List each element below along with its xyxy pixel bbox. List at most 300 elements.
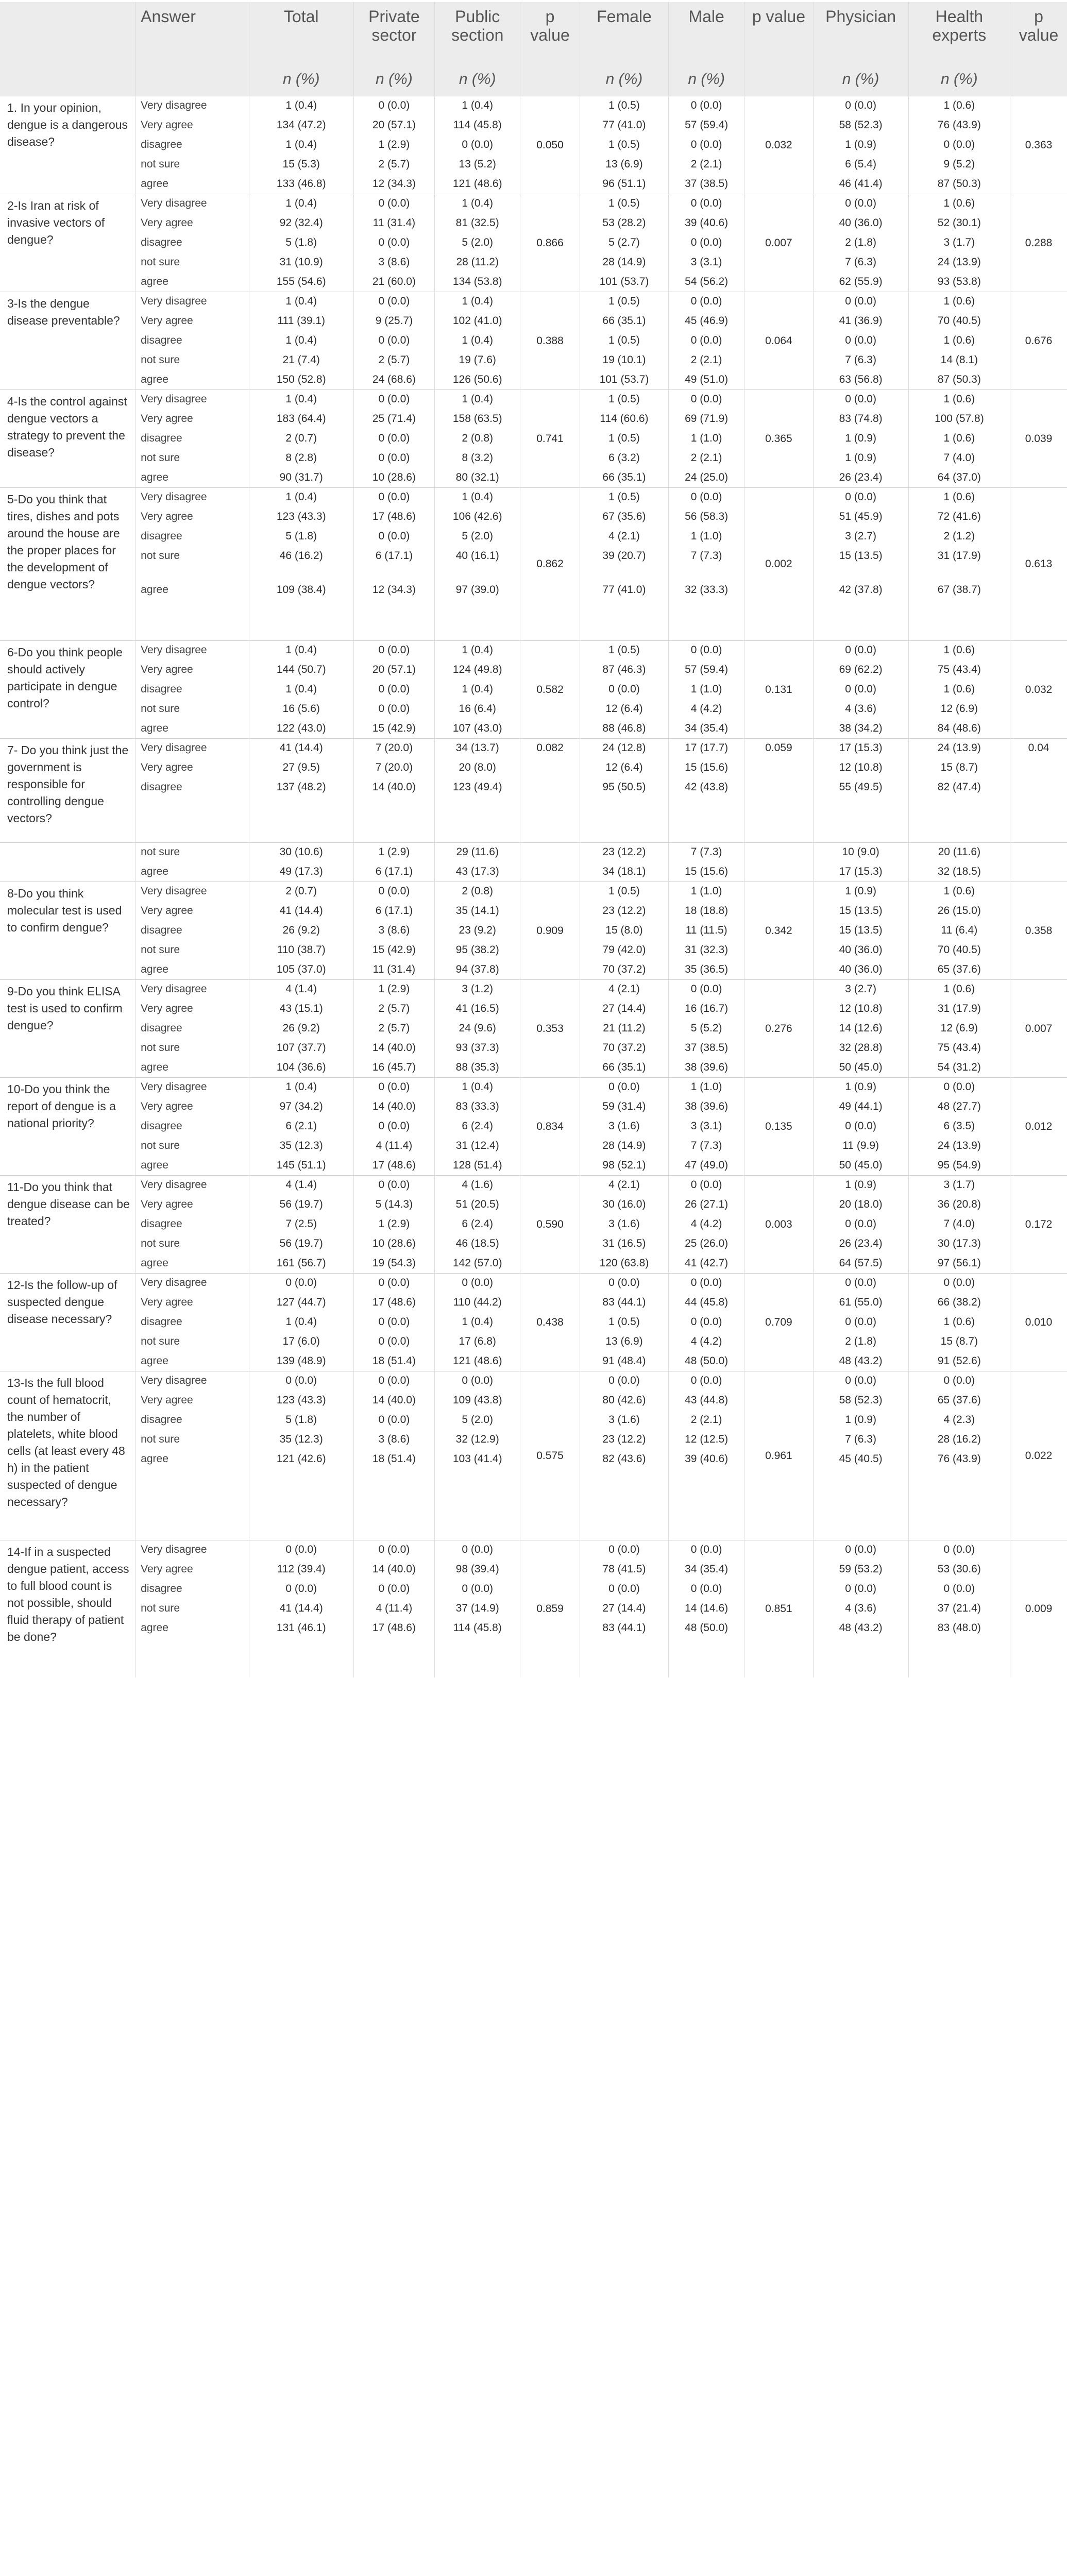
units-public: n (%) xyxy=(435,63,520,96)
cell-physician: 6 (5.4) xyxy=(813,155,908,175)
table-body xyxy=(0,96,1067,1677)
answer-label: Very agree xyxy=(136,999,249,1019)
cell-physician: 1 (0.9) xyxy=(813,1411,908,1430)
cell-public-section: 123 (49.4) xyxy=(435,778,520,843)
p-value-gender: 0.709 xyxy=(744,1274,813,1371)
cell-physician: 0 (0.0) xyxy=(813,1580,908,1599)
cell-female: 23 (12.2) xyxy=(580,843,668,862)
cell-total: 41 (14.4) xyxy=(249,739,353,758)
cell-total: 56 (19.7) xyxy=(249,1234,353,1254)
cell-public-section: 51 (20.5) xyxy=(435,1195,520,1215)
units-total: n (%) xyxy=(249,63,353,96)
p-value-profession-continued xyxy=(1010,843,1067,882)
cell-female: 0 (0.0) xyxy=(580,1540,668,1560)
cell-total: 134 (47.2) xyxy=(249,116,353,135)
cell-private-sector: 15 (42.9) xyxy=(353,719,435,739)
cell-total: 35 (12.3) xyxy=(249,1137,353,1156)
table-row xyxy=(0,1078,1067,1097)
cell-private-sector: 0 (0.0) xyxy=(353,527,435,547)
cell-female: 15 (8.0) xyxy=(580,921,668,941)
cell-total: 1 (0.4) xyxy=(249,488,353,507)
cell-male: 1 (1.0) xyxy=(669,680,744,700)
cell-female: 12 (6.4) xyxy=(580,700,668,719)
cell-health-experts: 7 (4.0) xyxy=(908,449,1010,468)
cell-male: 34 (35.4) xyxy=(669,719,744,739)
cell-health-experts: 1 (0.6) xyxy=(908,429,1010,449)
cell-health-experts: 0 (0.0) xyxy=(908,1580,1010,1599)
cell-male: 38 (39.6) xyxy=(669,1097,744,1117)
cell-total: 26 (9.2) xyxy=(249,921,353,941)
cell-health-experts: 1 (0.6) xyxy=(908,488,1010,507)
cell-public-section: 80 (32.1) xyxy=(435,468,520,488)
cell-public-section: 1 (0.4) xyxy=(435,96,520,116)
cell-private-sector: 0 (0.0) xyxy=(353,488,435,507)
cell-public-section: 16 (6.4) xyxy=(435,700,520,719)
answer-label: Very disagree xyxy=(136,1371,249,1391)
p-value-profession: 0.288 xyxy=(1010,194,1067,292)
cell-physician: 0 (0.0) xyxy=(813,1540,908,1560)
cell-total: 1 (0.4) xyxy=(249,680,353,700)
cell-private-sector: 2 (5.7) xyxy=(353,999,435,1019)
cell-male: 1 (1.0) xyxy=(669,527,744,547)
header-female: Female xyxy=(580,2,668,63)
answer-label: disagree xyxy=(136,135,249,155)
cell-female: 23 (12.2) xyxy=(580,902,668,921)
cell-female: 66 (35.1) xyxy=(580,468,668,488)
p-value-sector: 0.834 xyxy=(520,1078,580,1176)
cell-female: 27 (14.4) xyxy=(580,999,668,1019)
cell-total: 43 (15.1) xyxy=(249,999,353,1019)
cell-private-sector: 0 (0.0) xyxy=(353,429,435,449)
cell-total: 109 (38.4) xyxy=(249,581,353,641)
cell-male: 0 (0.0) xyxy=(669,1371,744,1391)
cell-female: 3 (1.6) xyxy=(580,1117,668,1137)
cell-private-sector: 1 (2.9) xyxy=(353,135,435,155)
question-text-continued xyxy=(0,843,136,882)
answer-label: Very agree xyxy=(136,660,249,680)
cell-public-section: 98 (39.4) xyxy=(435,1560,520,1580)
cell-physician: 0 (0.0) xyxy=(813,292,908,312)
cell-private-sector: 2 (5.7) xyxy=(353,1019,435,1039)
p-value-sector: 0.353 xyxy=(520,980,580,1078)
units-blank xyxy=(520,63,580,96)
cell-male: 31 (32.3) xyxy=(669,941,744,960)
cell-health-experts: 83 (48.0) xyxy=(908,1619,1010,1677)
table-row xyxy=(0,194,1067,214)
cell-private-sector: 21 (60.0) xyxy=(353,273,435,292)
cell-total: 0 (0.0) xyxy=(249,1580,353,1599)
cell-female: 59 (31.4) xyxy=(580,1097,668,1117)
cell-public-section: 158 (63.5) xyxy=(435,410,520,429)
cell-public-section: 121 (48.6) xyxy=(435,1352,520,1371)
table-row xyxy=(0,980,1067,999)
cell-male: 4 (4.2) xyxy=(669,1332,744,1352)
cell-female: 70 (37.2) xyxy=(580,960,668,980)
cell-female: 1 (0.5) xyxy=(580,882,668,902)
cell-total: 0 (0.0) xyxy=(249,1274,353,1293)
cell-private-sector: 4 (11.4) xyxy=(353,1137,435,1156)
cell-private-sector: 12 (34.3) xyxy=(353,175,435,194)
answer-label: Very disagree xyxy=(136,1176,249,1195)
cell-total: 46 (16.2) xyxy=(249,547,353,581)
cell-male: 57 (59.4) xyxy=(669,660,744,680)
cell-total: 31 (10.9) xyxy=(249,253,353,273)
cell-private-sector: 14 (40.0) xyxy=(353,1391,435,1411)
answer-label: Very disagree xyxy=(136,292,249,312)
cell-male: 0 (0.0) xyxy=(669,233,744,253)
cell-total: 49 (17.3) xyxy=(249,862,353,882)
cell-physician: 38 (34.2) xyxy=(813,719,908,739)
answer-label: agree xyxy=(136,960,249,980)
p-value-gender-continued xyxy=(744,843,813,882)
cell-physician: 50 (45.0) xyxy=(813,1058,908,1078)
cell-male: 12 (12.5) xyxy=(669,1430,744,1450)
cell-male: 15 (15.6) xyxy=(669,862,744,882)
question-text: 1. In your opinion, dengue is a dangerous disease? xyxy=(0,96,136,194)
cell-total: 111 (39.1) xyxy=(249,312,353,331)
header-physician: Physician xyxy=(813,2,908,63)
p-value-sector: 0.050 xyxy=(520,96,580,194)
answer-label: not sure xyxy=(136,351,249,370)
cell-physician: 12 (10.8) xyxy=(813,758,908,778)
cell-physician: 26 (23.4) xyxy=(813,1234,908,1254)
cell-private-sector: 17 (48.6) xyxy=(353,1619,435,1677)
cell-female: 53 (28.2) xyxy=(580,214,668,233)
table-row xyxy=(0,292,1067,312)
cell-public-section: 142 (57.0) xyxy=(435,1254,520,1274)
cell-female: 0 (0.0) xyxy=(580,1274,668,1293)
header-male: Male xyxy=(669,2,744,63)
answer-label: disagree xyxy=(136,1117,249,1137)
answer-label: Very disagree xyxy=(136,641,249,660)
cell-public-section: 1 (0.4) xyxy=(435,680,520,700)
table-row xyxy=(0,96,1067,116)
table-row xyxy=(0,882,1067,902)
cell-female: 34 (18.1) xyxy=(580,862,668,882)
cell-total: 155 (54.6) xyxy=(249,273,353,292)
cell-public-section: 124 (49.8) xyxy=(435,660,520,680)
cell-male: 0 (0.0) xyxy=(669,980,744,999)
cell-female: 87 (46.3) xyxy=(580,660,668,680)
table-row xyxy=(0,390,1067,410)
cell-female: 1 (0.5) xyxy=(580,1313,668,1332)
cell-health-experts: 1 (0.6) xyxy=(908,96,1010,116)
cell-total: 16 (5.6) xyxy=(249,700,353,719)
cell-private-sector: 6 (17.1) xyxy=(353,547,435,581)
p-value-gender: 0.961 xyxy=(744,1371,813,1540)
answer-label: Very agree xyxy=(136,1560,249,1580)
cell-female: 98 (52.1) xyxy=(580,1156,668,1176)
cell-physician: 59 (53.2) xyxy=(813,1560,908,1580)
cell-female: 91 (48.4) xyxy=(580,1352,668,1371)
cell-private-sector: 0 (0.0) xyxy=(353,1411,435,1430)
cell-male: 34 (35.4) xyxy=(669,1560,744,1580)
cell-private-sector: 0 (0.0) xyxy=(353,292,435,312)
cell-health-experts: 0 (0.0) xyxy=(908,1540,1010,1560)
cell-health-experts: 6 (3.5) xyxy=(908,1117,1010,1137)
answer-label: disagree xyxy=(136,1411,249,1430)
cell-public-section: 1 (0.4) xyxy=(435,292,520,312)
header-units-row xyxy=(0,63,1067,96)
cell-male: 2 (2.1) xyxy=(669,449,744,468)
answer-label: disagree xyxy=(136,778,249,843)
cell-health-experts: 15 (8.7) xyxy=(908,758,1010,778)
cell-total: 1 (0.4) xyxy=(249,96,353,116)
cell-female: 3 (1.6) xyxy=(580,1411,668,1430)
cell-health-experts: 1 (0.6) xyxy=(908,194,1010,214)
cell-male: 7 (7.3) xyxy=(669,843,744,862)
cell-public-section: 0 (0.0) xyxy=(435,1274,520,1293)
header-total: Total xyxy=(249,2,353,63)
cell-health-experts: 76 (43.9) xyxy=(908,1450,1010,1540)
cell-total: 92 (32.4) xyxy=(249,214,353,233)
answer-label: Very agree xyxy=(136,1195,249,1215)
cell-public-section: 23 (9.2) xyxy=(435,921,520,941)
cell-health-experts: 48 (27.7) xyxy=(908,1097,1010,1117)
cell-public-section: 102 (41.0) xyxy=(435,312,520,331)
cell-male: 0 (0.0) xyxy=(669,390,744,410)
cell-physician: 51 (45.9) xyxy=(813,507,908,527)
survey-results-table xyxy=(0,2,1067,1677)
p-value-profession: 0.04 xyxy=(1010,739,1067,843)
cell-physician: 48 (43.2) xyxy=(813,1619,908,1677)
cell-male: 16 (16.7) xyxy=(669,999,744,1019)
table-row xyxy=(0,739,1067,758)
cell-physician: 0 (0.0) xyxy=(813,331,908,351)
cell-male: 49 (51.0) xyxy=(669,370,744,390)
cell-private-sector: 14 (40.0) xyxy=(353,778,435,843)
answer-label: agree xyxy=(136,273,249,292)
cell-private-sector: 18 (51.4) xyxy=(353,1450,435,1540)
p-value-sector: 0.859 xyxy=(520,1540,580,1677)
cell-public-section: 103 (41.4) xyxy=(435,1450,520,1540)
cell-total: 5 (1.8) xyxy=(249,527,353,547)
cell-public-section: 6 (2.4) xyxy=(435,1215,520,1234)
cell-total: 1 (0.4) xyxy=(249,1078,353,1097)
cell-male: 56 (58.3) xyxy=(669,507,744,527)
cell-private-sector: 0 (0.0) xyxy=(353,1580,435,1599)
cell-total: 1 (0.4) xyxy=(249,135,353,155)
cell-female: 0 (0.0) xyxy=(580,1078,668,1097)
cell-physician: 0 (0.0) xyxy=(813,680,908,700)
cell-public-section: 1 (0.4) xyxy=(435,1078,520,1097)
cell-private-sector: 14 (40.0) xyxy=(353,1039,435,1058)
cell-physician: 0 (0.0) xyxy=(813,1274,908,1293)
cell-private-sector: 14 (40.0) xyxy=(353,1097,435,1117)
cell-private-sector: 6 (17.1) xyxy=(353,862,435,882)
cell-physician: 4 (3.6) xyxy=(813,1599,908,1619)
cell-health-experts: 1 (0.6) xyxy=(908,1313,1010,1332)
cell-physician: 46 (41.4) xyxy=(813,175,908,194)
cell-private-sector: 0 (0.0) xyxy=(353,700,435,719)
answer-label: not sure xyxy=(136,843,249,862)
answer-label: not sure xyxy=(136,1039,249,1058)
cell-total: 104 (36.6) xyxy=(249,1058,353,1078)
cell-public-section: 110 (44.2) xyxy=(435,1293,520,1313)
cell-total: 35 (12.3) xyxy=(249,1430,353,1450)
p-value-sector: 0.575 xyxy=(520,1371,580,1540)
answer-label: agree xyxy=(136,1156,249,1176)
cell-health-experts: 97 (56.1) xyxy=(908,1254,1010,1274)
cell-private-sector: 0 (0.0) xyxy=(353,1176,435,1195)
answer-label: Very disagree xyxy=(136,1274,249,1293)
answer-label: not sure xyxy=(136,1332,249,1352)
answer-label: agree xyxy=(136,1352,249,1371)
answer-label: Very agree xyxy=(136,214,249,233)
answer-label: agree xyxy=(136,1254,249,1274)
cell-physician: 3 (2.7) xyxy=(813,527,908,547)
cell-physician: 83 (74.8) xyxy=(813,410,908,429)
cell-physician: 0 (0.0) xyxy=(813,390,908,410)
cell-private-sector: 1 (2.9) xyxy=(353,980,435,999)
cell-health-experts: 87 (50.3) xyxy=(908,370,1010,390)
cell-physician: 40 (36.0) xyxy=(813,214,908,233)
cell-female: 1 (0.5) xyxy=(580,390,668,410)
answer-label: not sure xyxy=(136,941,249,960)
cell-total: 105 (37.0) xyxy=(249,960,353,980)
cell-public-section: 1 (0.4) xyxy=(435,1313,520,1332)
cell-male: 47 (49.0) xyxy=(669,1156,744,1176)
units-blank xyxy=(744,63,813,96)
cell-public-section: 40 (16.1) xyxy=(435,547,520,581)
cell-physician: 15 (13.5) xyxy=(813,921,908,941)
answer-label: not sure xyxy=(136,1137,249,1156)
units-blank xyxy=(1010,63,1067,96)
cell-physician: 40 (36.0) xyxy=(813,941,908,960)
cell-female: 1 (0.5) xyxy=(580,194,668,214)
table-row xyxy=(0,641,1067,660)
cell-private-sector: 14 (40.0) xyxy=(353,1560,435,1580)
cell-physician: 1 (0.9) xyxy=(813,1078,908,1097)
cell-public-section: 19 (7.6) xyxy=(435,351,520,370)
answer-label: Very agree xyxy=(136,1391,249,1411)
cell-private-sector: 12 (34.3) xyxy=(353,581,435,641)
cell-female: 1 (0.5) xyxy=(580,292,668,312)
cell-public-section: 128 (51.4) xyxy=(435,1156,520,1176)
cell-health-experts: 95 (54.9) xyxy=(908,1156,1010,1176)
answer-label: Very agree xyxy=(136,507,249,527)
cell-public-section: 1 (0.4) xyxy=(435,390,520,410)
cell-private-sector: 3 (8.6) xyxy=(353,921,435,941)
cell-private-sector: 2 (5.7) xyxy=(353,155,435,175)
cell-physician: 41 (36.9) xyxy=(813,312,908,331)
cell-private-sector: 11 (31.4) xyxy=(353,960,435,980)
cell-health-experts: 1 (0.6) xyxy=(908,882,1010,902)
cell-total: 90 (31.7) xyxy=(249,468,353,488)
p-value-profession: 0.613 xyxy=(1010,488,1067,641)
cell-male: 1 (1.0) xyxy=(669,1078,744,1097)
cell-private-sector: 0 (0.0) xyxy=(353,1371,435,1391)
cell-private-sector: 10 (28.6) xyxy=(353,1234,435,1254)
cell-female: 82 (43.6) xyxy=(580,1450,668,1540)
cell-female: 39 (20.7) xyxy=(580,547,668,581)
cell-health-experts: 66 (38.2) xyxy=(908,1293,1010,1313)
answer-label: Very disagree xyxy=(136,980,249,999)
cell-male: 0 (0.0) xyxy=(669,194,744,214)
cell-private-sector: 0 (0.0) xyxy=(353,882,435,902)
cell-public-section: 114 (45.8) xyxy=(435,116,520,135)
cell-private-sector: 0 (0.0) xyxy=(353,331,435,351)
cell-female: 28 (14.9) xyxy=(580,1137,668,1156)
cell-private-sector: 0 (0.0) xyxy=(353,1117,435,1137)
cell-private-sector: 17 (48.6) xyxy=(353,1156,435,1176)
cell-female: 80 (42.6) xyxy=(580,1391,668,1411)
cell-public-section: 1 (0.4) xyxy=(435,194,520,214)
cell-male: 26 (27.1) xyxy=(669,1195,744,1215)
cell-physician: 1 (0.9) xyxy=(813,882,908,902)
cell-total: 15 (5.3) xyxy=(249,155,353,175)
cell-private-sector: 25 (71.4) xyxy=(353,410,435,429)
answer-label: not sure xyxy=(136,449,249,468)
answer-label: Very agree xyxy=(136,1293,249,1313)
cell-female: 0 (0.0) xyxy=(580,1580,668,1599)
cell-female: 95 (50.5) xyxy=(580,778,668,843)
question-text: 14-If in a suspected dengue patient, access to full blood count is not possible, should fluid therapy of patient be done? xyxy=(0,1540,136,1677)
cell-physician: 0 (0.0) xyxy=(813,1117,908,1137)
table-row xyxy=(0,1371,1067,1391)
cell-public-section: 121 (48.6) xyxy=(435,175,520,194)
cell-physician: 1 (0.9) xyxy=(813,449,908,468)
cell-public-section: 43 (17.3) xyxy=(435,862,520,882)
cell-private-sector: 0 (0.0) xyxy=(353,1332,435,1352)
cell-health-experts: 53 (30.6) xyxy=(908,1560,1010,1580)
cell-private-sector: 3 (8.6) xyxy=(353,1430,435,1450)
cell-public-section: 3 (1.2) xyxy=(435,980,520,999)
cell-female: 1 (0.5) xyxy=(580,488,668,507)
answer-label: agree xyxy=(136,862,249,882)
question-text: 8-Do you think molecular test is used to confirm dengue? xyxy=(0,882,136,980)
p-value-gender: 0.365 xyxy=(744,390,813,488)
answer-label: Very agree xyxy=(136,758,249,778)
cell-male: 0 (0.0) xyxy=(669,488,744,507)
cell-public-section: 2 (0.8) xyxy=(435,882,520,902)
answer-label: disagree xyxy=(136,921,249,941)
cell-male: 0 (0.0) xyxy=(669,292,744,312)
header-health-experts: Health experts xyxy=(908,2,1010,63)
cell-female: 79 (42.0) xyxy=(580,941,668,960)
p-value-gender: 0.002 xyxy=(744,488,813,641)
cell-total: 1 (0.4) xyxy=(249,194,353,214)
answer-label: agree xyxy=(136,1450,249,1540)
cell-female: 96 (51.1) xyxy=(580,175,668,194)
header-p-value-sector: p value xyxy=(520,2,580,63)
cell-private-sector: 17 (48.6) xyxy=(353,1293,435,1313)
cell-male: 54 (56.2) xyxy=(669,273,744,292)
cell-total: 7 (2.5) xyxy=(249,1215,353,1234)
cell-health-experts: 11 (6.4) xyxy=(908,921,1010,941)
cell-total: 131 (46.1) xyxy=(249,1619,353,1677)
answer-label: not sure xyxy=(136,155,249,175)
cell-total: 1 (0.4) xyxy=(249,292,353,312)
units-female: n (%) xyxy=(580,63,668,96)
cell-female: 66 (35.1) xyxy=(580,312,668,331)
units-private: n (%) xyxy=(353,63,435,96)
header-private-sector: Private sector xyxy=(353,2,435,63)
answer-label: agree xyxy=(136,1058,249,1078)
cell-health-experts: 1 (0.6) xyxy=(908,980,1010,999)
answer-label: agree xyxy=(136,1619,249,1677)
cell-total: 123 (43.3) xyxy=(249,507,353,527)
cell-female: 19 (10.1) xyxy=(580,351,668,370)
p-value-profession: 0.032 xyxy=(1010,641,1067,739)
answer-label: agree xyxy=(136,370,249,390)
answer-label: Very disagree xyxy=(136,488,249,507)
question-text: 7- Do you think just the government is responsible for controlling dengue vectors? xyxy=(0,739,136,843)
cell-private-sector: 0 (0.0) xyxy=(353,96,435,116)
p-value-sector: 0.388 xyxy=(520,292,580,390)
table-row xyxy=(0,488,1067,507)
cell-physician: 69 (62.2) xyxy=(813,660,908,680)
